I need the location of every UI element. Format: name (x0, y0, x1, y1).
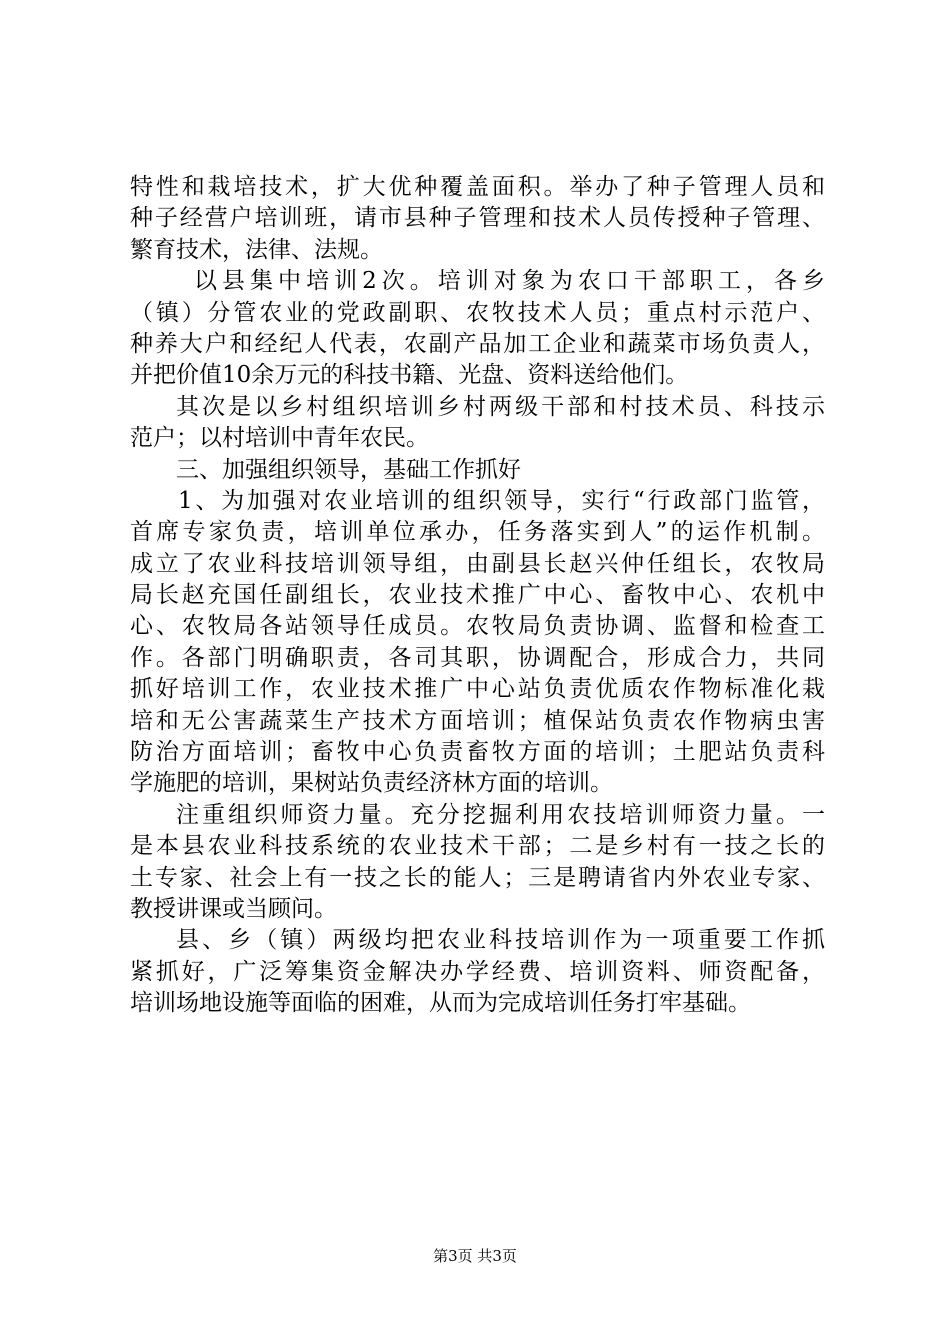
text-line: 三、加强组织领导，基础工作抓好 (176, 456, 521, 483)
text-line: 培训场地设施等面临的困难，从而为完成培训任务打牢基础。 (130, 990, 751, 1017)
text-line: 局长赵充国任副组长，农业技术推广中心、畜牧中心、农机中 (130, 582, 825, 609)
paragraph (130, 172, 825, 266)
text-line: 土专家、社会上有一技之长的能人；三是聘请省内外农业专家、 (130, 864, 825, 891)
text-line: 学施肥的培训，果树站负责经济林方面的培训。 (130, 770, 613, 797)
paragraph (130, 486, 825, 800)
text-line: 并把价值10余万元的科技书籍、光盘、资料送给他们。 (130, 362, 689, 389)
text-line: 1、为加强对农业培训的组织领导，实行“行政部门监管， (178, 487, 825, 514)
page-footer: 第3页 共3页 (433, 1247, 517, 1265)
text-line: 注重组织师资力量。充分挖掘利用农技培训师资力量。一 (176, 801, 825, 828)
paragraph (130, 455, 825, 486)
text-line: 以县集中培训2次。培训对象为农口干部职工，各乡 (194, 268, 825, 295)
text-line: 范户；以村培训中青年农民。 (130, 425, 429, 452)
document-body (130, 172, 825, 1020)
text-line: 紧抓好，广泛筹集资金解决办学经费、培训资料、师资配备， (130, 958, 825, 985)
text-line: 教授讲课或当顾问。 (130, 895, 337, 922)
text-line: 成立了农业科技培训领导组，由副县长赵兴仲任组长，农牧局 (130, 550, 825, 577)
text-line: 繁育技术，法律、法规。 (130, 236, 383, 263)
text-line: 心、农牧局各站领导任成员。农牧局负责协调、监督和检查工 (130, 613, 825, 640)
text-line: 培和无公害蔬菜生产技术方面培训；植保站负责农作物病虫害 (130, 707, 825, 734)
text-line: 种养大户和经纪人代表，农副产品加工企业和蔬菜市场负责人， (130, 330, 825, 357)
text-line: 防治方面培训；畜牧中心负责畜牧方面的培训；土肥站负责科 (130, 739, 825, 766)
text-line: 作。各部门明确职责，各司其职，协调配合，形成合力，共同 (130, 644, 825, 671)
text-line: 特性和栽培技术，扩大优种覆盖面积。举办了种子管理人员和 (130, 174, 825, 200)
text-line: 种子经营户培训班，请市县种子管理和技术人员传授种子管理、 (130, 205, 825, 232)
text-line: 抓好培训工作，农业技术推广中心站负责优质农作物标准化栽 (130, 676, 825, 703)
paragraph (130, 800, 825, 926)
paragraph (130, 266, 825, 392)
text-line: 是本县农业科技系统的农业技术干部；二是乡村有一技之长的 (130, 833, 825, 860)
text-line: 首席专家负责，培训单位承办，任务落实到人”的运作机制。 (130, 519, 825, 546)
paragraph (130, 392, 825, 455)
text-line: 县、乡（镇）两级均把农业科技培训作为一项重要工作抓 (176, 927, 825, 954)
paragraph (130, 925, 825, 1019)
text-line: 其次是以乡村组织培训乡村两级干部和村技术员、科技示 (176, 393, 825, 420)
text-line: （镇）分管农业的党政副职、农牧技术人员；重点村示范户、 (130, 299, 825, 326)
